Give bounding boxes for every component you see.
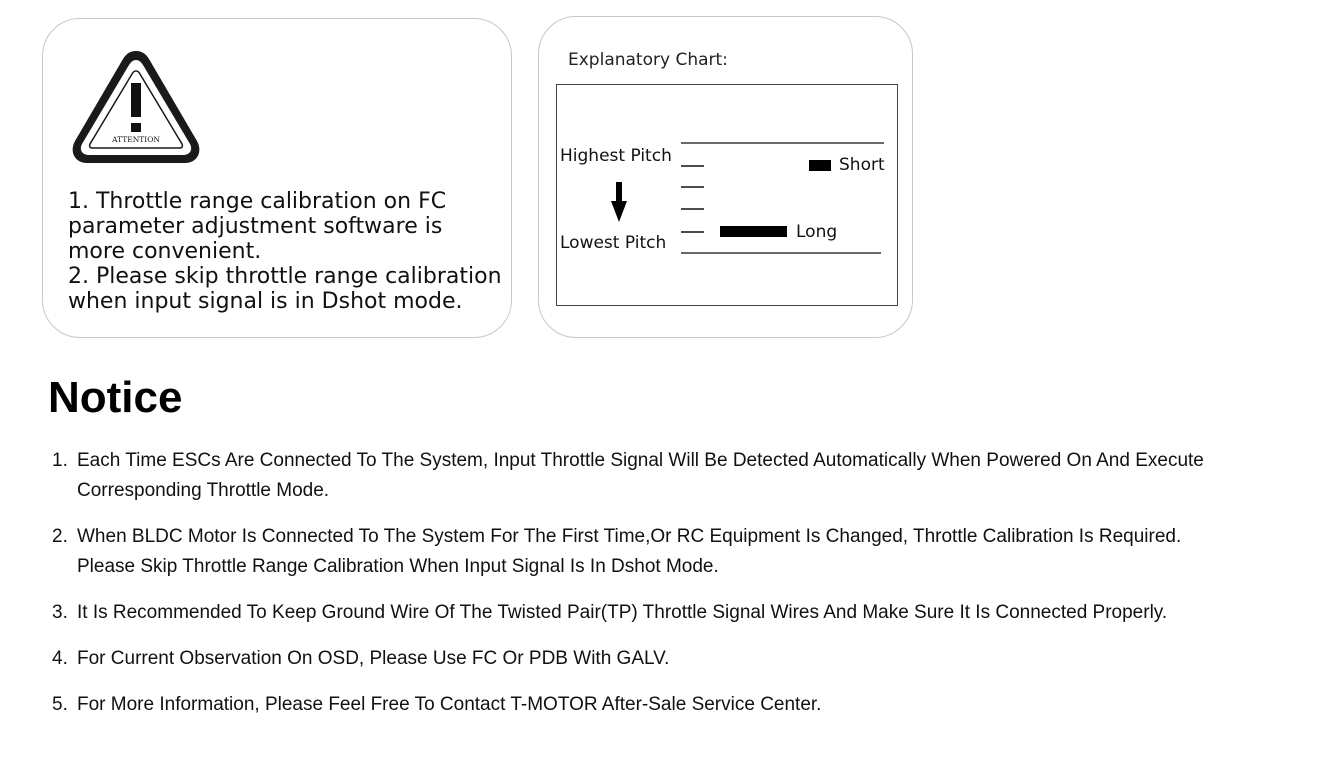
pitch-diagram	[557, 85, 897, 305]
down-arrow-icon	[611, 182, 627, 222]
notice-item-line: For More Information, Please Feel Free To Contact T-MOTOR After-Sale Service Center.	[77, 694, 822, 715]
attention-sign-text: ATTENTION	[112, 135, 160, 144]
notice-item-number: 5.	[52, 694, 68, 715]
long-label: Long	[796, 222, 838, 242]
notice-item	[52, 446, 1292, 506]
notice-list	[52, 446, 1292, 736]
attention-line: parameter adjustment software is	[68, 214, 443, 239]
attention-line: more convenient.	[68, 239, 262, 264]
notice-item	[52, 690, 1292, 720]
chart-title: Explanatory Chart:	[568, 50, 728, 70]
attention-card	[42, 18, 512, 338]
lowest-pitch-label: Lowest Pitch	[560, 233, 667, 253]
attention-line: when input signal is in Dshot mode.	[68, 289, 463, 314]
short-beep-bar	[809, 160, 831, 171]
notice-item	[52, 522, 1292, 582]
notice-item-line: For Current Observation On OSD, Please Use FC Or PDB With GALV.	[77, 648, 670, 669]
notice-item-number: 4.	[52, 648, 68, 669]
short-label: Short	[839, 155, 885, 175]
notice-item-line: Corresponding Throttle Mode.	[77, 480, 330, 501]
attention-text	[68, 189, 513, 314]
highest-pitch-label: Highest Pitch	[560, 146, 672, 166]
notice-item-number: 3.	[52, 602, 68, 623]
notice-item-number: 2.	[52, 526, 68, 547]
long-beep-bar	[720, 226, 787, 237]
notice-item-line: It Is Recommended To Keep Ground Wire Of The Twisted Pair(TP) Throttle Signal Wires And Make Sure It Is Connected Properly.	[77, 602, 1168, 623]
notice-item-line: Each Time ESCs Are Connected To The System, Input Throttle Signal Will Be Detected Automatically When Powered On And Execute	[77, 450, 1204, 471]
chart-frame	[556, 84, 898, 306]
notice-item	[52, 598, 1292, 628]
notice-item-line: Please Skip Throttle Range Calibration When Input Signal Is In Dshot Mode.	[77, 556, 719, 577]
notice-item-line: When BLDC Motor Is Connected To The System For The First Time,Or RC Equipment Is Changed, Throttle Calibration Is Required.	[77, 526, 1182, 547]
notice-item-number: 1.	[52, 450, 68, 471]
notice-title: Notice	[48, 373, 183, 422]
attention-line: 2. Please skip throttle range calibration	[68, 264, 502, 289]
explanatory-chart-card	[538, 16, 913, 338]
notice-item	[52, 644, 1292, 674]
warning-triangle-icon	[69, 45, 203, 169]
attention-line: 1. Throttle range calibration on FC	[68, 189, 447, 214]
